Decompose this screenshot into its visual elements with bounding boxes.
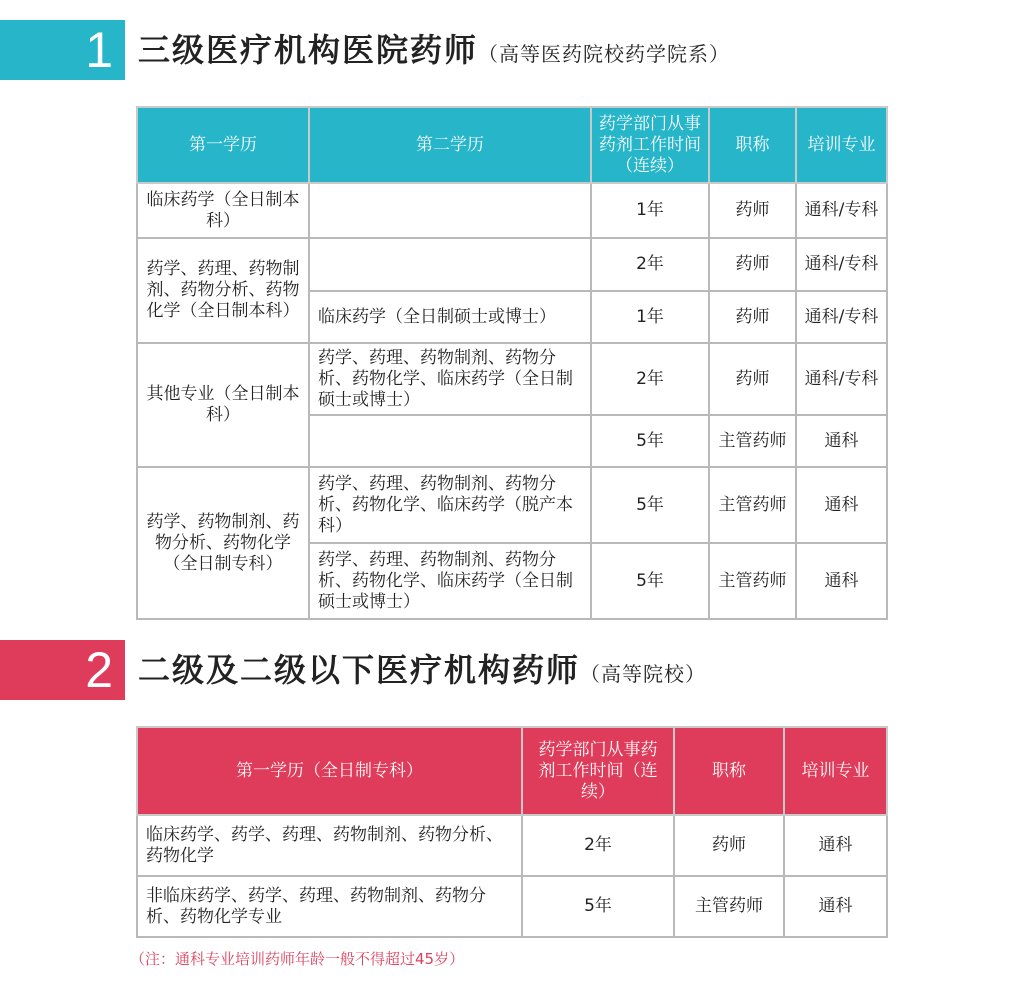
- section1-header: [0, 20, 1024, 80]
- title-cell: 主管药师: [709, 467, 796, 543]
- header-major: 培训专业: [784, 727, 887, 815]
- title-cell: 药师: [709, 343, 796, 415]
- header-work-time: 药学部门从事药剂工作时间（连续）: [522, 727, 674, 815]
- years-cell: 2年: [591, 343, 709, 415]
- title-cell: 主管药师: [709, 543, 796, 619]
- section2-title: [138, 640, 706, 700]
- first-edu-cell: 临床药学（全日制本科）: [137, 183, 309, 238]
- section1-title: [138, 20, 730, 80]
- title-cell: 药师: [709, 238, 796, 291]
- title-cell: 主管药师: [709, 415, 796, 467]
- second-edu-cell: 药学、药理、药物制剂、药物分析、药物化学、临床药学（脱产本科）: [309, 467, 591, 543]
- second-edu-cell: [309, 415, 591, 467]
- title-cell: 药师: [674, 815, 784, 876]
- second-edu-cell: [309, 238, 591, 291]
- first-edu-cell: 药学、药物制剂、药物分析、药物化学（全日制专科）: [137, 467, 309, 619]
- section1-table: [136, 106, 888, 620]
- second-edu-cell: [309, 183, 591, 238]
- second-edu-cell: 药学、药理、药物制剂、药物分析、药物化学、临床药学（全日制硕士或博士）: [309, 543, 591, 619]
- header-title: 职称: [674, 727, 784, 815]
- major-cell: 通科/专科: [796, 291, 887, 343]
- years-cell: 2年: [591, 238, 709, 291]
- header-first-edu: 第一学历（全日制专科）: [137, 727, 522, 815]
- table-row: [137, 343, 887, 415]
- years-cell: 2年: [522, 815, 674, 876]
- major-cell: 通科/专科: [796, 238, 887, 291]
- table-row: [137, 238, 887, 291]
- major-cell: 通科: [796, 467, 887, 543]
- table-row: [137, 467, 887, 543]
- first-edu-cell: 其他专业（全日制本科）: [137, 343, 309, 467]
- first-edu-cell: 非临床药学、药学、药理、药物制剂、药物分析、药物化学专业: [137, 876, 522, 937]
- table-row: [137, 183, 887, 238]
- section1-number: 1: [0, 20, 125, 80]
- second-edu-cell: 药学、药理、药物制剂、药物分析、药物化学、临床药学（全日制硕士或博士）: [309, 343, 591, 415]
- major-cell: 通科: [796, 415, 887, 467]
- title-cell: 药师: [709, 291, 796, 343]
- years-cell: 5年: [591, 543, 709, 619]
- header-title: 职称: [709, 107, 796, 183]
- major-cell: 通科: [784, 876, 887, 937]
- table-row: [137, 815, 887, 876]
- major-cell: 通科: [784, 815, 887, 876]
- major-cell: 通科/专科: [796, 343, 887, 415]
- first-edu-cell: 药学、药理、药物制剂、药物分析、药物化学（全日制本科）: [137, 238, 309, 343]
- years-cell: 5年: [591, 467, 709, 543]
- section2-subtitle: （高等院校）: [580, 662, 707, 686]
- section2-title-text: 二级及二级以下医疗机构药师: [138, 651, 581, 689]
- first-edu-cell: 临床药学、药学、药理、药物制剂、药物分析、药物化学: [137, 815, 522, 876]
- footnote: （注：通科专业培训药师年龄一般不得超过45岁）: [130, 950, 465, 968]
- years-cell: 5年: [591, 415, 709, 467]
- section1-subtitle: （高等医药院校药学院系）: [478, 42, 731, 66]
- title-cell: 主管药师: [674, 876, 784, 937]
- years-cell: 1年: [591, 183, 709, 238]
- header-first-edu: 第一学历: [137, 107, 309, 183]
- header-work-time: 药学部门从事药剂工作时间（连续）: [591, 107, 709, 183]
- years-cell: 5年: [522, 876, 674, 937]
- major-cell: 通科: [796, 543, 887, 619]
- second-edu-cell: 临床药学（全日制硕士或博士）: [309, 291, 591, 343]
- table-header-row: [137, 727, 887, 815]
- header-second-edu: 第二学历: [309, 107, 591, 183]
- title-cell: 药师: [709, 183, 796, 238]
- major-cell: 通科/专科: [796, 183, 887, 238]
- section1-title-text: 三级医疗机构医院药师: [138, 31, 479, 69]
- header-major: 培训专业: [796, 107, 887, 183]
- table-header-row: [137, 107, 887, 183]
- table-row: [137, 876, 887, 937]
- section2-number: 2: [0, 640, 125, 700]
- section2-header: [0, 640, 1024, 700]
- years-cell: 1年: [591, 291, 709, 343]
- section2-table: [136, 726, 888, 938]
